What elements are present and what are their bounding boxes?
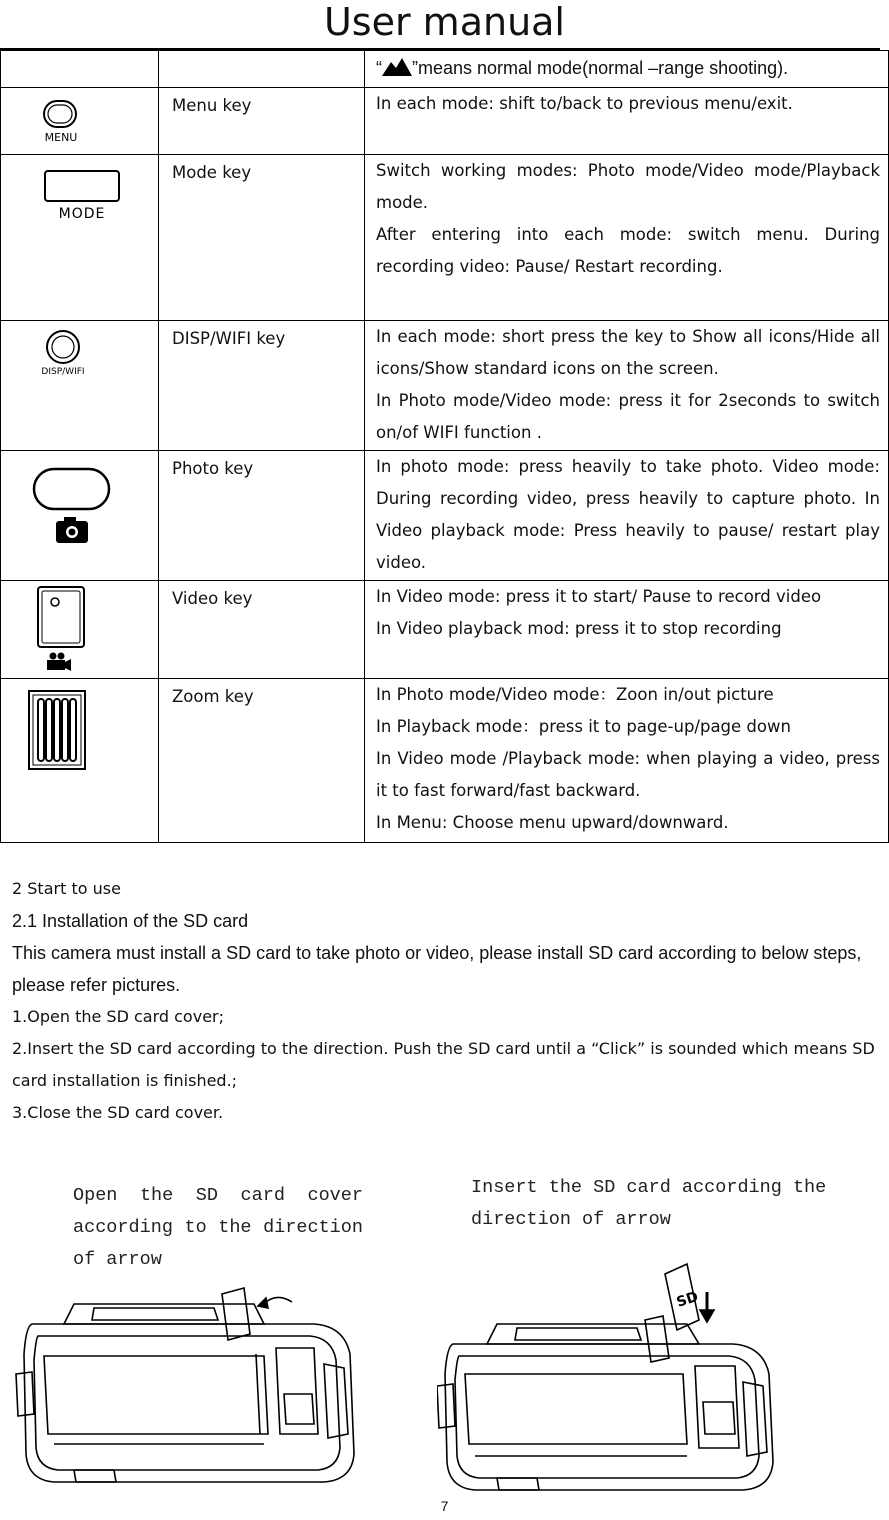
menu-key-icon bbox=[1, 88, 158, 144]
open-cover-illustration bbox=[14, 1284, 374, 1494]
down-arrow-icon bbox=[700, 1292, 714, 1322]
key-name: Zoom key bbox=[159, 679, 365, 843]
disp-wifi-key-icon bbox=[1, 321, 158, 377]
key-description: In Photo mode/Video mode：Zoon in/out picture In Playback mode：press it to page-up/page down In Video mode /Playback mode: when playing a video, press it to fast forward/fast backward. In Menu: Choose menu upward/downward. bbox=[365, 679, 889, 843]
normal-mode-note: “ ”means normal mode(normal –range shooting). bbox=[376, 58, 789, 78]
zoom-key-icon bbox=[1, 679, 158, 773]
start-to-use-section bbox=[12, 873, 882, 1129]
right-figure-caption: Insert the SD card according the direction of arrow bbox=[471, 1177, 827, 1230]
left-figure-caption: Open the SD card cover according to the direction of arrow bbox=[73, 1185, 363, 1270]
table-row bbox=[1, 321, 889, 451]
table-row bbox=[1, 88, 889, 155]
key-function-table bbox=[0, 50, 889, 843]
table-row bbox=[1, 451, 889, 581]
photo-key-icon bbox=[1, 451, 158, 547]
table-row bbox=[1, 51, 889, 88]
key-description: In each mode: shift to/back to previous menu/exit. bbox=[365, 88, 889, 155]
page-number: 7 bbox=[440, 1498, 449, 1514]
svg-text:SD: SD bbox=[674, 1288, 701, 1311]
key-description: Switch working modes: Photo mode/Video mode/Playback mode. After entering into each mode: switch menu. During recording video: Pause/ Restart recording. bbox=[365, 155, 889, 321]
svg-text:DISP/WIFI: DISP/WIFI bbox=[41, 367, 85, 377]
page-title: User manual bbox=[323, 0, 565, 44]
key-description: In each mode: short press the key to Show all icons/Hide all icons/Show standard icons on the screen. In Photo mode/Video mode: press it for 2seconds to switch on/of WIFI function . bbox=[365, 321, 889, 451]
key-name: Menu key bbox=[159, 88, 365, 155]
section-heading: 2 Start to use bbox=[12, 879, 121, 898]
key-description: In Video mode: press it to start/ Pause to record video In Video playback mod: press it to stop recording bbox=[365, 581, 889, 679]
key-name: Video key bbox=[159, 581, 365, 679]
key-name: Photo key bbox=[159, 451, 365, 581]
camcorder-icon bbox=[47, 653, 71, 672]
svg-text:MENU: MENU bbox=[44, 131, 78, 144]
video-key-icon bbox=[1, 581, 158, 675]
camera-icon bbox=[56, 517, 88, 543]
step-1: 1.Open the SD card cover; bbox=[12, 1007, 224, 1026]
table-row bbox=[1, 581, 889, 679]
section-intro: This camera must install a SD card to take photo or video, please install SD card according to below steps, please refer pictures. bbox=[12, 943, 862, 995]
key-description: In photo mode: press heavily to take photo. Video mode: During recording video, press heavily to capture photo. In Video playback mode: Press heavily to pause/ restart play video. bbox=[365, 451, 889, 581]
step-3: 3.Close the SD card cover. bbox=[12, 1103, 224, 1122]
svg-text:MODE: MODE bbox=[58, 206, 106, 221]
table-row bbox=[1, 679, 889, 843]
key-name: DISP/WIFI key bbox=[159, 321, 365, 451]
sd-card-icon bbox=[665, 1264, 700, 1330]
mountain-icon bbox=[382, 58, 412, 76]
key-name: Mode key bbox=[159, 155, 365, 321]
table-row bbox=[1, 155, 889, 321]
mode-key-icon bbox=[1, 155, 158, 221]
insert-sd-illustration bbox=[437, 1262, 797, 1497]
step-2: 2.Insert the SD card according to the direction. Push the SD card until a “Click” is sounded which means SD card installation is finished.; bbox=[12, 1039, 875, 1090]
subsection-heading: 2.1 Installation of the SD card bbox=[12, 911, 249, 931]
